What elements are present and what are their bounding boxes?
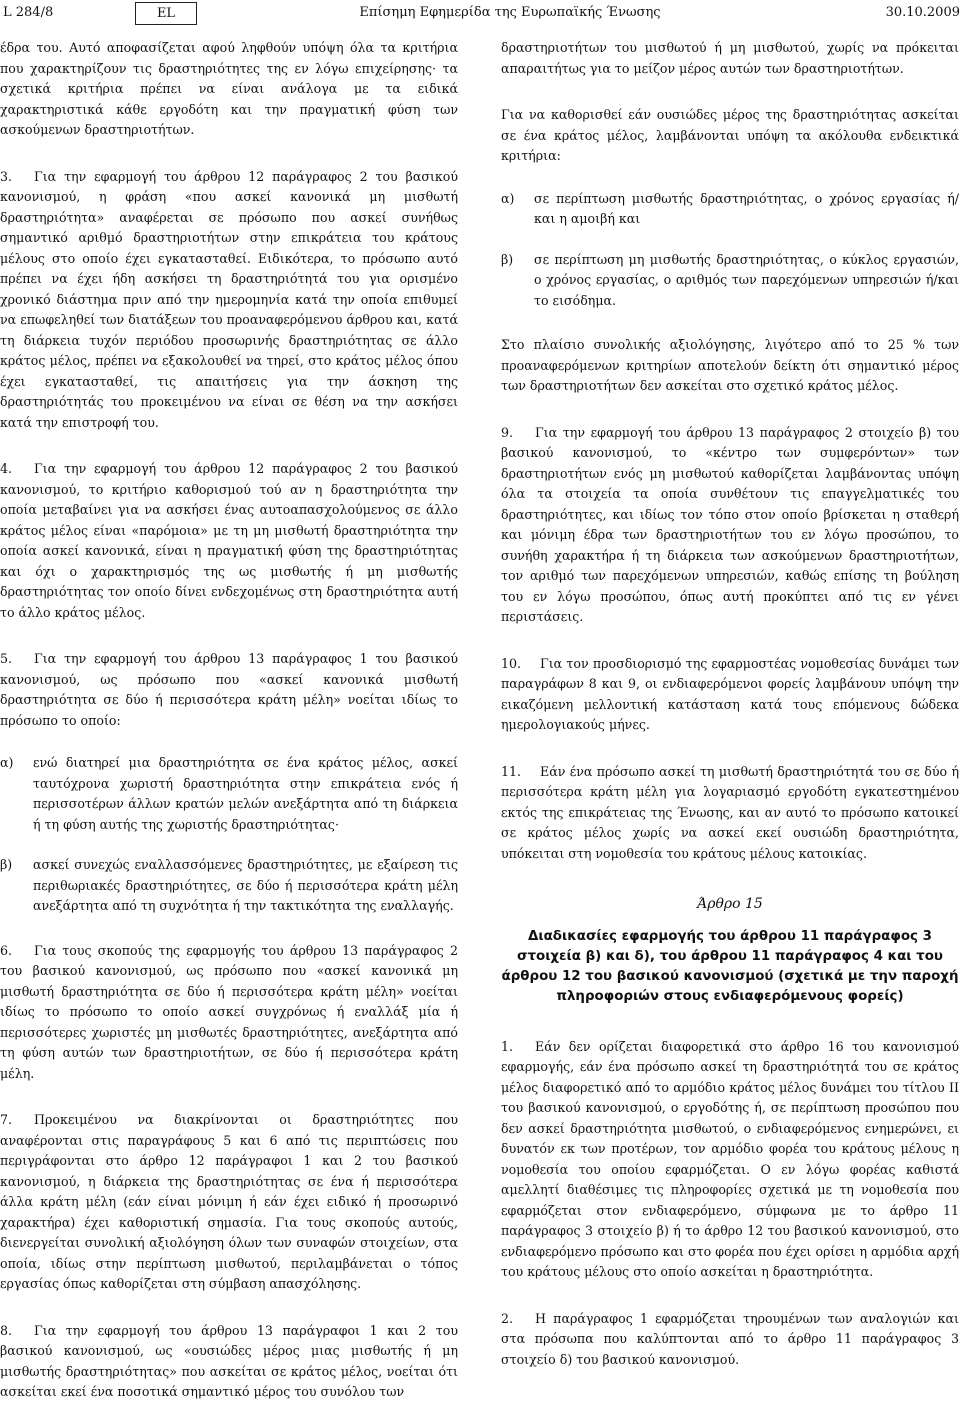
paragraph-number: 6. [0, 942, 13, 958]
paragraph-10 [501, 654, 959, 736]
paragraph-text: Για την εφαρμογή του άρθρου 13 παράγραφος 1 του βασικού κανονισμού, ως πρόσωπο που «ασκεί κανονικά μισθωτή δραστηριότητα σε δύο ή περισσότερα κράτη μέλη» νοείται ιδίως το πρόσωπο το οποίο: [0, 651, 458, 728]
paragraph-text: Εάν ένα πρόσωπο ασκεί τη μισθωτή δραστηριότητά του σε δύο ή περισσότερα κράτη μέλη για λογαριασμό εργοδότη εγκατεστημένου εκτός της επικράτειας της Ένωσης, και αν αυτό το πρόσωπο κατοικεί σε κράτος μέλος χωρίς να ασκεί εκεί ουσιώδη δραστηριότητα, υπόκειται στη νομοθεσία του κράτους μέλους κατοικίας. [501, 763, 959, 861]
paragraph-number: 10. [501, 655, 522, 671]
list-item-a [501, 189, 959, 230]
paragraph-number: 2. [501, 1310, 514, 1326]
list-label: β) [501, 251, 514, 267]
paragraph-number: 1. [501, 1038, 514, 1054]
paragraph-text: Προκειμένου να διακρίνονται οι δραστηριότητες που αναφέρονται στις παραγράφους 5 και 6 από τις περιπτώσεις που περιγράφονται στο άρθρο 12 παράγραφοι 1 και 2 του βασικού κανονισμού, η διάρκεια της δραστηριότητας σε ένα ή περισσότερα άλλα κράτη μέλη (εάν είναι μόνιμη ή εάν έχει ειδικό ή προσωρινό χαρακτήρα) έχει καθοριστική σημασία. Για τους σκοπούς αυτούς, διενεργείται συνολική αξιολόγηση όλων των συναφών στοιχείων, στα οποία, ιδίως στην περίπτωση μισθωτού, περιλαμβάνεται ο τόπος εργασίας όπως καθορίζεται στη σύμβαση απασχόλησης. [0, 1112, 458, 1291]
paragraph-8-assessment: Στο πλαίσιο συνολικής αξιολόγησης, λιγότερο από το 25 % των προαναφερόμενων κριτηρίων αποτελούν δείκτη ότι σημαντικό μέρος των δραστηριοτήτων δεν ασκείται στο σχετικό κράτος μέλος. [501, 337, 959, 393]
page-number: L 284/8 [3, 5, 54, 20]
paragraph-text: Για την εφαρμογή του άρθρου 12 παράγραφος 2 του βασικού κανονισμού, η φράση «που ασκεί κανονικά μη μισθωτή δραστηριότητα» αναφέρεται σε πρόσωπο που ασκεί συνήθως σημαντικό αριθμό δραστηριοτήτων στην επικράτεια του κράτους μέλους στο οποίο έχει εγκατασταθεί. Ειδικότερα, το πρόσωπο αυτό πρέπει να έχει ήδη ασκήσει τη δραστηριότητά του για ορισμένο χρονικό διάστημα πριν από την ημερομηνία κατά την οποία επιθυμεί να επωφεληθεί των διατάξεων του προαναφερόμενου άρθρου και, κατά τη διάρκεια τυχόν περιόδου προσωρινής δραστηριότητας σε άλλο κράτος μέλος, πρέπει να εξακολουθεί να τηρεί, στο κράτος μέλος όπου έχει εγκατασταθεί, τις απαιτήσεις για την άσκηση της δραστηριότητάς του προκειμένου να είναι σε θέση να την ασκήσει κατά την επιστροφή του. [0, 168, 458, 430]
journal-title: Επίσημη Εφημερίδα της Ευρωπαϊκής Ένωσης [359, 5, 661, 20]
language-code-box: EL [135, 2, 197, 25]
right-column [501, 38, 959, 1370]
paragraph-4 [0, 459, 458, 623]
article-title: Άρθρο 15 [697, 896, 763, 912]
paragraph-6 [0, 941, 458, 1085]
paragraph-number: 9. [501, 424, 514, 440]
paragraph-text: Για την εφαρμογή του άρθρου 13 παράγραφος 2 στοιχείο β) του βασικού κανονισμού, το «κέντρο των συμφερόντων» των δραστηριοτήτων ενός μη μισθωτού καθορίζεται λαμβάνοντας υπόψη όλα τα στοιχεία τα οποία συνθέτουν τις επαγγελματικές του δραστηριότητες, και ιδίως τον τόπο στον οποίο βρίσκεται η σταθερή και μόνιμη έδρα των δραστηριοτήτων του εν λόγω προσώπου, το συνήθη χαρακτήρα ή τη διάρκεια των ασκούμενων δραστηριοτήτων, τον αριθμό των παρεχόμενων υπηρεσιών, καθώς επίσης τη βούληση του εν λόγω προσώπου, όπως αυτή προκύπτει από τις εν γένει περιστάσεις. [501, 424, 959, 624]
list-label: α) [0, 755, 14, 770]
paragraph-3 [0, 167, 458, 434]
left-column [0, 38, 458, 1403]
list-text: ασκεί συνεχώς εναλλασσόμενες δραστηριότητες, με εξαίρεση τις περιθωριακές δραστηριότητες, σε δύο ή περισσότερα κράτη μέλη ανεξάρτητα από τη συχνότητα ή την τακτικότητα της εναλλαγής. [33, 857, 458, 913]
paragraph-text: Για τον προσδιορισμό της εφαρμοστέας νομοθεσίας δυνάμει των παραγράφων 8 και 9, οι ενδιαφερόμενοι φορείς λαμβάνουν υπόψη την εικαζόμενη μελλοντική κατάσταση κατά τους επόμενους δώδεκα ημερολογιακούς μήνες. [501, 655, 959, 732]
paragraph-number: 7. [0, 1112, 13, 1127]
article-paragraph-2 [501, 1309, 959, 1371]
paragraph-8-continued: δραστηριοτήτων του μισθωτού ή μη μισθωτού, χωρίς να πρόκειται απαραιτήτως για το μείζον μέρος αυτών των δραστηριοτήτων. [501, 40, 959, 76]
paragraph-number: 5. [0, 651, 13, 666]
page-header [0, 0, 960, 26]
paragraph-5 [0, 649, 458, 731]
paragraph-text: Η παράγραφος 1 εφαρμόζεται τηρουμένων των αναλογιών και στα πρόσωπα που καλύπτονται από το άρθρο 11 παράγραφος 3 στοιχείο δ) του βασικού κανονισμού. [501, 1310, 959, 1367]
paragraph-text: Εάν δεν ορίζεται διαφορετικά στο άρθρο 16 του κανονισμού εφαρμογής, εάν ένα πρόσωπο ασκεί τη δραστηριότητά του σε κράτος μέλος διαφορετικό από το αρμόδιο κράτος μέλος δυνάμει του τίτλου ΙΙ του βασικού κανονισμού, ο εργοδότης ή, σε περίπτωση προσώπου που δεν ασκεί δραστηριότητα μισθωτού, ο ενδιαφερόμενος ενημερώνει, ει δυνατόν εκ των προτέρων, τον αρμόδιο φορέα του κράτους μέλους η νομοθεσία του οποίου εφαρμόζεται. Ο εν λόγω φορέας καθιστά αμελλητί διαθέσιμες τις πληροφορίες σχετικά με τη νομοθεσία που εφαρμόζεται στον ενδιαφερόμενο, σύμφωνα με το άρθρο 11 παράγραφος 3 στοιχείο β) ή το άρθρο 12 του βασικού κανονισμού, στο ενδιαφερόμενο πρόσωπο και στο φορέα που έχει ορίσει η αρμόδια αρχή του κράτους μέλους στο οποίο ασκείται η δραστηριότητα. [501, 1038, 959, 1279]
list-text: ενώ διατηρεί μια δραστηριότητα σε ένα κράτος μέλος, ασκεί ταυτόχρονα χωριστή δραστηριότητα στην επικράτεια ενός ή περισσοτέρων άλλων κρατών μελών ανεξάρτητα από τη διάρκεια ή τη φύση αυτής της χωριστής δραστηριότητας· [33, 755, 458, 832]
paragraph-8-criteria: Για να καθορισθεί εάν ουσιώδες μέρος της δραστηριότητας ασκείται σε ένα κράτος μέλος, λαμβάνονται υπόψη τα ακόλουθα ενδεικτικά κριτήρια: [501, 107, 959, 163]
list-text: σε περίπτωση μη μισθωτής δραστηριότητας, ο κύκλος εργασιών, ο χρόνος εργασίας, ο αριθμός των παρεχόμενων υπηρεσιών ή/και το εισόδημα. [534, 251, 959, 308]
paragraph-number: 11. [501, 763, 522, 779]
list-label: α) [501, 190, 515, 206]
paragraph-9 [501, 423, 959, 628]
paragraph-text: Για την εφαρμογή του άρθρου 12 παράγραφος 2 του βασικού κανονισμού, το κριτήριο καθορισμού τού αν η δραστηριότητα την οποία μεταβαίνει για να ασκήσει ένας αυτοαπασχολούμενος σε άλλο κράτος μέλος είναι «παρόμοια» με τη μη μισθωτή δραστηριότητα την οποία ασκεί κανονικά, είναι η πραγματική φύση της δραστηριότητας και όχι ο χαρακτηρισμός της ως μισθωτής ή μη μισθωτής δραστηριότητας τον οποίο δίνει ενδεχομένως στη δραστηριότητα αυτή το άλλο κράτος μέλος. [0, 461, 458, 620]
article-heading: Διαδικασίες εφαρμογής του άρθρου 11 παράγραφος 3 στοιχεία β) και δ), του άρθρου 11 παράγραφος 4 και του άρθρου 12 του βασικού κανονισμού (σχετικά με την παροχή πληροφοριών στους ενδιαφερόμενους φορείς) [501, 928, 959, 1004]
paragraph-text: Για τους σκοπούς της εφαρμογής του άρθρου 13 παράγραφος 2 του βασικού κανονισμού, ως πρόσωπο που «ασκεί κανονικά μη μισθωτή δραστηριότητα σε δύο ή περισσότερα κράτη μέλη» νοείται ιδίως το πρόσωπο το οποίο ασκεί συγχρόνως ή εναλλάξ μία ή περισσότερες χωριστές μη μισθωτές δραστηριότητες, ανεξάρτητα από τη φύση αυτών των δραστηριοτήτων, σε δύο ή περισσότερα κράτη μέλη. [0, 942, 458, 1081]
paragraph-number: 3. [0, 168, 13, 184]
paragraph-11 [501, 762, 959, 865]
list-item-b [501, 250, 959, 312]
intro-paragraph: έδρα του. Αυτό αποφασίζεται αφού ληφθούν υπόψη όλα τα κριτήρια που χαρακτηρίζουν τις δραστηριότητες της εν λόγω επιχείρησης· τα σχετικά κριτήρια πρέπει να είναι ανάλογα με τα ειδικά χαρακτηριστικά κάθε εργοδότη και την πραγματική φύση των ασκούμενων δραστηριοτήτων. [0, 40, 458, 137]
list-text: σε περίπτωση μισθωτής δραστηριότητας, ο χρόνος εργασίας ή/και η αμοιβή και [534, 190, 959, 226]
list-item-a [0, 753, 458, 835]
paragraph-text: Για την εφαρμογή του άρθρου 13 παράγραφοι 1 και 2 του βασικού κανονισμού, ως «ουσιώδες μέρος μιας μισθωτής ή μη μισθωτής δραστηριότητας» που ασκείται σε κράτος μέλος, νοείται ότι ασκείται εκεί ένα ποσοτικά σημαντικό μέρος του συνόλου των [0, 1322, 458, 1399]
paragraph-7 [0, 1110, 458, 1295]
list-label: β) [0, 857, 13, 872]
issue-date: 30.10.2009 [885, 5, 960, 20]
list-item-b [0, 855, 458, 917]
paragraph-number: 4. [0, 461, 13, 476]
paragraph-8 [0, 1321, 458, 1403]
paragraph-number: 8. [0, 1322, 13, 1338]
article-paragraph-1 [501, 1037, 959, 1283]
